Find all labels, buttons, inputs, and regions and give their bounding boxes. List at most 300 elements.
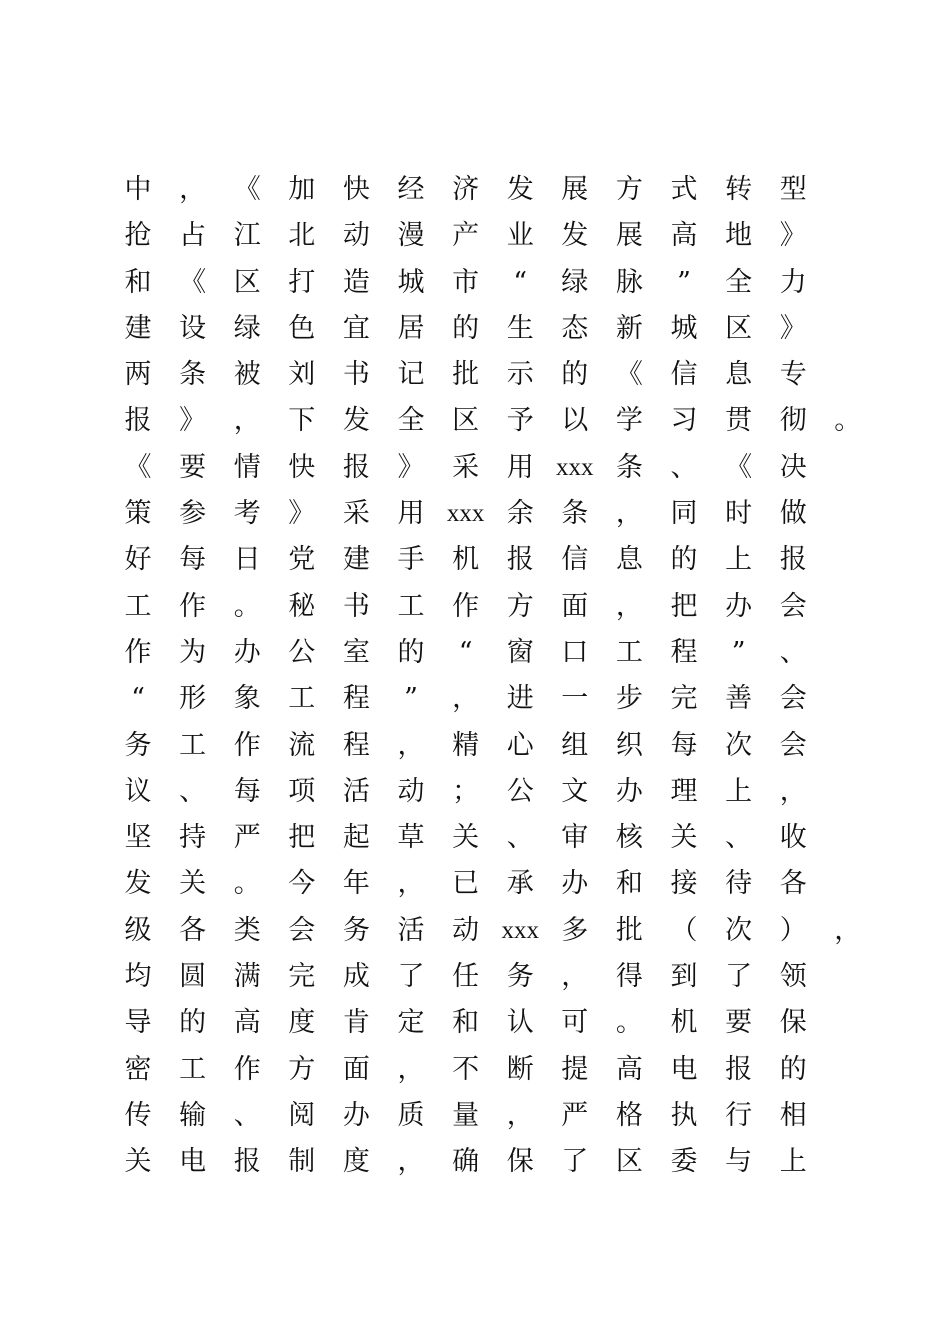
glyph: 采 xyxy=(452,451,480,483)
glyph: 收 xyxy=(779,822,807,854)
glyph: 完 xyxy=(288,961,316,993)
glyph: 行 xyxy=(725,1099,753,1131)
text-line xyxy=(123,815,883,861)
glyph: ， xyxy=(561,961,589,993)
glyph: 脉 xyxy=(615,266,643,298)
glyph: 余 xyxy=(506,498,534,530)
glyph: 市 xyxy=(452,266,480,298)
glyph: 动 xyxy=(452,914,480,946)
glyph: 成 xyxy=(342,961,370,993)
glyph: 《 xyxy=(124,451,152,483)
glyph: ， xyxy=(179,174,207,205)
glyph: 执 xyxy=(670,1099,698,1131)
glyph: 多 xyxy=(561,914,589,946)
glyph: 工 xyxy=(179,1053,207,1085)
text-line xyxy=(123,167,883,213)
glyph: 全 xyxy=(725,266,753,298)
glyph: 两 xyxy=(124,359,152,391)
glyph: 宜 xyxy=(342,312,370,344)
glyph: 面 xyxy=(342,1053,370,1085)
glyph: 报 xyxy=(779,544,807,576)
glyph: 区 xyxy=(233,266,261,298)
glyph: 、 xyxy=(670,451,698,483)
text-line xyxy=(123,306,883,352)
glyph: 示 xyxy=(506,359,534,391)
glyph: 每 xyxy=(233,775,261,807)
glyph: 类 xyxy=(233,914,261,946)
text-line xyxy=(123,954,883,1000)
glyph: 作 xyxy=(233,729,261,761)
text-line xyxy=(123,537,883,583)
glyph: 专 xyxy=(779,359,807,391)
glyph: 息 xyxy=(615,544,643,576)
glyph: 精 xyxy=(452,729,480,761)
glyph: 完 xyxy=(670,683,698,715)
glyph: 每 xyxy=(670,729,698,761)
glyph: 记 xyxy=(397,359,425,391)
glyph: 决 xyxy=(779,451,807,483)
glyph: 关 xyxy=(124,1146,152,1178)
glyph: 关 xyxy=(670,822,698,854)
text-line xyxy=(123,213,883,259)
glyph: 口 xyxy=(561,636,589,668)
glyph: 严 xyxy=(233,822,261,854)
glyph: 江 xyxy=(233,220,261,252)
glyph: ； xyxy=(452,775,480,807)
glyph: 工 xyxy=(397,590,425,622)
glyph: 、 xyxy=(779,636,807,668)
text-line xyxy=(123,630,883,676)
glyph: 织 xyxy=(615,729,643,761)
glyph: ” xyxy=(677,266,691,298)
glyph: 条 xyxy=(615,451,643,483)
glyph: 地 xyxy=(725,220,753,252)
glyph: 步 xyxy=(615,683,643,715)
glyph: 作 xyxy=(452,590,480,622)
glyph: 了 xyxy=(725,961,753,993)
glyph: 认 xyxy=(506,1007,534,1039)
glyph: 以 xyxy=(561,405,589,437)
glyph: ， xyxy=(397,868,425,900)
glyph: 报 xyxy=(725,1053,753,1085)
glyph: 作 xyxy=(124,636,152,668)
glyph: 级 xyxy=(124,914,152,946)
glyph: 严 xyxy=(561,1099,589,1131)
glyph: 批 xyxy=(615,914,643,946)
glyph: 已 xyxy=(452,868,480,900)
glyph: 组 xyxy=(561,729,589,761)
glyph: 待 xyxy=(725,868,753,900)
text-line xyxy=(123,352,883,398)
glyph: 要 xyxy=(179,451,207,483)
glyph: 进 xyxy=(506,683,534,715)
glyph: 报 xyxy=(124,405,152,437)
glyph: 高 xyxy=(615,1053,643,1085)
glyph: “ xyxy=(131,683,145,715)
glyph: 条 xyxy=(561,498,589,530)
glyph: 接 xyxy=(670,868,698,900)
glyph: 绿 xyxy=(561,266,589,298)
glyph: 持 xyxy=(179,822,207,854)
glyph: 书 xyxy=(342,359,370,391)
glyph: 《 xyxy=(725,451,753,483)
glyph: 办 xyxy=(725,590,753,622)
glyph: 关 xyxy=(179,868,207,900)
glyph: 、 xyxy=(179,775,207,807)
glyph: 制 xyxy=(288,1146,316,1178)
glyph: 断 xyxy=(506,1053,534,1085)
glyph: 与 xyxy=(725,1146,753,1178)
glyph: 绿 xyxy=(233,312,261,344)
glyph: 书 xyxy=(342,590,370,622)
glyph: 时 xyxy=(725,498,753,530)
glyph: 年 xyxy=(342,868,370,900)
glyph: 导 xyxy=(124,1007,152,1039)
glyph: 色 xyxy=(288,312,316,344)
glyph: 程 xyxy=(342,683,370,715)
glyph: 条 xyxy=(179,359,207,391)
glyph: 任 xyxy=(452,961,480,993)
glyph: 工 xyxy=(124,590,152,622)
glyph: 业 xyxy=(506,220,534,252)
text-line xyxy=(123,1000,883,1046)
glyph: 定 xyxy=(397,1007,425,1039)
glyph: 心 xyxy=(506,729,534,761)
glyph: 信 xyxy=(670,359,698,391)
glyph: 会 xyxy=(779,729,807,761)
glyph: 善 xyxy=(725,683,753,715)
glyph: 方 xyxy=(506,590,534,622)
glyph: 密 xyxy=(124,1053,152,1085)
glyph: 造 xyxy=(342,266,370,298)
glyph: 机 xyxy=(452,544,480,576)
glyph: 务 xyxy=(342,914,370,946)
glyph: 上 xyxy=(779,1146,807,1178)
glyph: 的 xyxy=(779,1053,807,1085)
glyph: 电 xyxy=(670,1053,698,1085)
glyph: 报 xyxy=(233,1146,261,1178)
glyph: 程 xyxy=(342,729,370,761)
glyph: xxx xyxy=(501,916,539,944)
glyph: 办 xyxy=(342,1099,370,1131)
text-line xyxy=(123,1093,883,1139)
glyph: 考 xyxy=(233,498,261,530)
text-line xyxy=(123,491,883,537)
glyph: 动 xyxy=(342,220,370,252)
glyph: 设 xyxy=(179,312,207,344)
glyph: 面 xyxy=(561,590,589,622)
glyph: 格 xyxy=(615,1099,643,1131)
glyph: 信 xyxy=(561,544,589,576)
glyph: 占 xyxy=(179,220,207,252)
glyph: 展 xyxy=(561,174,589,205)
glyph: 会 xyxy=(288,914,316,946)
glyph: 手 xyxy=(397,544,425,576)
glyph: ， xyxy=(506,1099,534,1131)
glyph: 流 xyxy=(288,729,316,761)
glyph: 承 xyxy=(506,868,534,900)
glyph: 次 xyxy=(725,914,753,946)
glyph: 的 xyxy=(670,544,698,576)
glyph: 议 xyxy=(124,775,152,807)
glyph: 快 xyxy=(288,451,316,483)
glyph: 活 xyxy=(397,914,425,946)
glyph: 作 xyxy=(179,590,207,622)
glyph: 肯 xyxy=(342,1007,370,1039)
glyph: 中 xyxy=(124,174,152,205)
glyph: 发 xyxy=(342,405,370,437)
glyph: 居 xyxy=(397,312,425,344)
glyph: 快 xyxy=(342,174,370,205)
glyph: ， xyxy=(452,683,480,715)
glyph: 报 xyxy=(506,544,534,576)
glyph: 各 xyxy=(779,868,807,900)
glyph: 草 xyxy=(397,822,425,854)
text-line xyxy=(123,769,883,815)
glyph: 提 xyxy=(561,1053,589,1085)
glyph: 、 xyxy=(506,822,534,854)
glyph: 关 xyxy=(452,822,480,854)
glyph: 到 xyxy=(670,961,698,993)
glyph: 窗 xyxy=(506,636,534,668)
glyph: 采 xyxy=(342,498,370,530)
glyph: 机 xyxy=(670,1007,698,1039)
glyph: 的 xyxy=(397,636,425,668)
glyph: 的 xyxy=(452,312,480,344)
glyph: 北 xyxy=(288,220,316,252)
glyph: 城 xyxy=(397,266,425,298)
glyph: 同 xyxy=(670,498,698,530)
glyph: 会 xyxy=(779,683,807,715)
glyph: 好 xyxy=(124,544,152,576)
glyph: 方 xyxy=(288,1053,316,1085)
glyph: 和 xyxy=(615,868,643,900)
glyph: 予 xyxy=(506,405,534,437)
glyph: xxx xyxy=(446,500,485,528)
glyph: 公 xyxy=(288,636,316,668)
glyph: 相 xyxy=(779,1099,807,1131)
glyph: 下 xyxy=(288,405,316,437)
glyph: ， xyxy=(779,775,807,807)
glyph: 漫 xyxy=(397,220,425,252)
glyph: 可 xyxy=(561,1007,589,1039)
glyph: ） xyxy=(779,914,807,946)
glyph: 》 xyxy=(288,498,316,530)
glyph: 发 xyxy=(124,868,152,900)
glyph: 型 xyxy=(779,174,807,205)
glyph: 全 xyxy=(397,405,425,437)
text-line xyxy=(123,861,883,907)
glyph: 了 xyxy=(561,1146,589,1178)
glyph: 务 xyxy=(124,729,152,761)
glyph: 学 xyxy=(615,405,643,437)
glyph: 的 xyxy=(179,1007,207,1039)
glyph: 情 xyxy=(233,451,261,483)
glyph: （ xyxy=(670,914,698,946)
glyph: ” xyxy=(731,636,746,668)
glyph: 刘 xyxy=(288,359,316,391)
glyph: 委 xyxy=(670,1146,698,1178)
glyph: 文 xyxy=(561,775,589,807)
glyph: ， xyxy=(834,914,862,946)
text-line xyxy=(123,398,883,444)
text-line xyxy=(123,260,883,306)
glyph: 转 xyxy=(725,174,753,205)
glyph: 加 xyxy=(288,174,316,205)
glyph: 工 xyxy=(179,729,207,761)
glyph: 量 xyxy=(452,1099,480,1131)
glyph: 和 xyxy=(452,1007,480,1039)
glyph: 报 xyxy=(342,451,370,483)
glyph: 工 xyxy=(615,636,643,668)
glyph: ， xyxy=(615,590,643,622)
glyph: 办 xyxy=(233,636,261,668)
glyph: 均 xyxy=(124,961,152,993)
glyph: 项 xyxy=(288,775,316,807)
glyph: 新 xyxy=(615,312,643,344)
glyph: 城 xyxy=(670,312,698,344)
glyph: “ xyxy=(458,636,473,668)
glyph: 区 xyxy=(615,1146,643,1178)
glyph: 济 xyxy=(452,174,480,205)
glyph: 做 xyxy=(779,498,807,530)
glyph: 电 xyxy=(179,1146,207,1178)
glyph: 》 xyxy=(179,405,207,437)
glyph: 度 xyxy=(288,1007,316,1039)
glyph: 起 xyxy=(342,822,370,854)
text-line xyxy=(123,908,883,954)
glyph: “ xyxy=(513,266,528,298)
glyph: 核 xyxy=(615,822,643,854)
glyph: 理 xyxy=(670,775,698,807)
glyph: 满 xyxy=(233,961,261,993)
glyph: 贯 xyxy=(725,405,753,437)
glyph: ， xyxy=(615,498,643,530)
glyph: 质 xyxy=(397,1099,425,1131)
glyph: 今 xyxy=(288,868,316,900)
glyph: 息 xyxy=(725,359,753,391)
glyph: 办 xyxy=(615,775,643,807)
glyph: 圆 xyxy=(179,961,207,993)
glyph: 各 xyxy=(179,914,207,946)
glyph: 领 xyxy=(779,961,807,993)
glyph: ， xyxy=(233,405,261,437)
glyph: 秘 xyxy=(288,590,316,622)
glyph: 得 xyxy=(615,961,643,993)
glyph: 形 xyxy=(179,683,207,715)
glyph: 一 xyxy=(561,683,589,715)
glyph: 确 xyxy=(452,1146,480,1178)
glyph: 、 xyxy=(233,1099,261,1131)
glyph: 阅 xyxy=(288,1099,316,1131)
document-body xyxy=(123,167,883,1186)
glyph: 区 xyxy=(452,405,480,437)
glyph: 的 xyxy=(561,359,589,391)
glyph: 办 xyxy=(561,868,589,900)
glyph: 经 xyxy=(397,174,425,205)
text-line xyxy=(123,1139,883,1185)
glyph: 会 xyxy=(779,590,807,622)
glyph: 和 xyxy=(124,266,152,298)
glyph: 态 xyxy=(561,312,589,344)
glyph: 活 xyxy=(342,775,370,807)
glyph: 参 xyxy=(179,498,207,530)
glyph: 。 xyxy=(834,405,862,437)
glyph: 习 xyxy=(670,405,698,437)
glyph: 高 xyxy=(233,1007,261,1039)
glyph: 把 xyxy=(670,590,698,622)
glyph: ， xyxy=(397,1146,425,1178)
glyph: 《 xyxy=(179,266,207,298)
glyph: 式 xyxy=(670,174,698,205)
glyph: 批 xyxy=(452,359,480,391)
glyph: 动 xyxy=(397,775,425,807)
glyph: 保 xyxy=(506,1146,534,1178)
glyph: 《 xyxy=(233,174,261,205)
glyph: 上 xyxy=(725,544,753,576)
glyph: 程 xyxy=(670,636,698,668)
glyph: ， xyxy=(397,1053,425,1085)
glyph: 党 xyxy=(288,544,316,576)
glyph: 公 xyxy=(506,775,534,807)
glyph: 》 xyxy=(397,451,425,483)
glyph: 策 xyxy=(124,498,152,530)
text-line xyxy=(123,445,883,491)
glyph: 抢 xyxy=(124,220,152,252)
glyph: 传 xyxy=(124,1099,152,1131)
glyph: 度 xyxy=(342,1146,370,1178)
glyph: 建 xyxy=(342,544,370,576)
glyph: 。 xyxy=(233,590,261,622)
glyph: 发 xyxy=(506,174,534,205)
glyph: 要 xyxy=(725,1007,753,1039)
text-line xyxy=(123,676,883,722)
glyph: 力 xyxy=(779,266,807,298)
glyph: 》 xyxy=(779,220,807,252)
glyph: 被 xyxy=(233,359,261,391)
glyph: 上 xyxy=(725,775,753,807)
glyph: 务 xyxy=(506,961,534,993)
glyph: 高 xyxy=(670,220,698,252)
glyph: 打 xyxy=(288,266,316,298)
glyph: 发 xyxy=(561,220,589,252)
glyph: 生 xyxy=(506,312,534,344)
glyph: 作 xyxy=(233,1053,261,1085)
glyph: 不 xyxy=(452,1053,480,1085)
glyph: 》 xyxy=(779,312,807,344)
glyph: 。 xyxy=(615,1007,643,1039)
glyph: 用 xyxy=(506,451,534,483)
glyph: 用 xyxy=(397,498,425,530)
glyph: 建 xyxy=(124,312,152,344)
glyph: 每 xyxy=(179,544,207,576)
glyph: 方 xyxy=(615,174,643,205)
glyph: 日 xyxy=(233,544,261,576)
glyph: 审 xyxy=(561,822,589,854)
text-line xyxy=(123,1047,883,1093)
glyph: 彻 xyxy=(779,405,807,437)
glyph: xxx xyxy=(556,453,594,481)
glyph: 了 xyxy=(397,961,425,993)
glyph: 象 xyxy=(233,683,261,715)
glyph: 。 xyxy=(233,868,261,900)
glyph: 输 xyxy=(179,1099,207,1131)
glyph: ” xyxy=(404,683,418,715)
text-line xyxy=(123,584,883,630)
glyph: 次 xyxy=(725,729,753,761)
glyph: 工 xyxy=(288,683,316,715)
glyph: 区 xyxy=(725,312,753,344)
